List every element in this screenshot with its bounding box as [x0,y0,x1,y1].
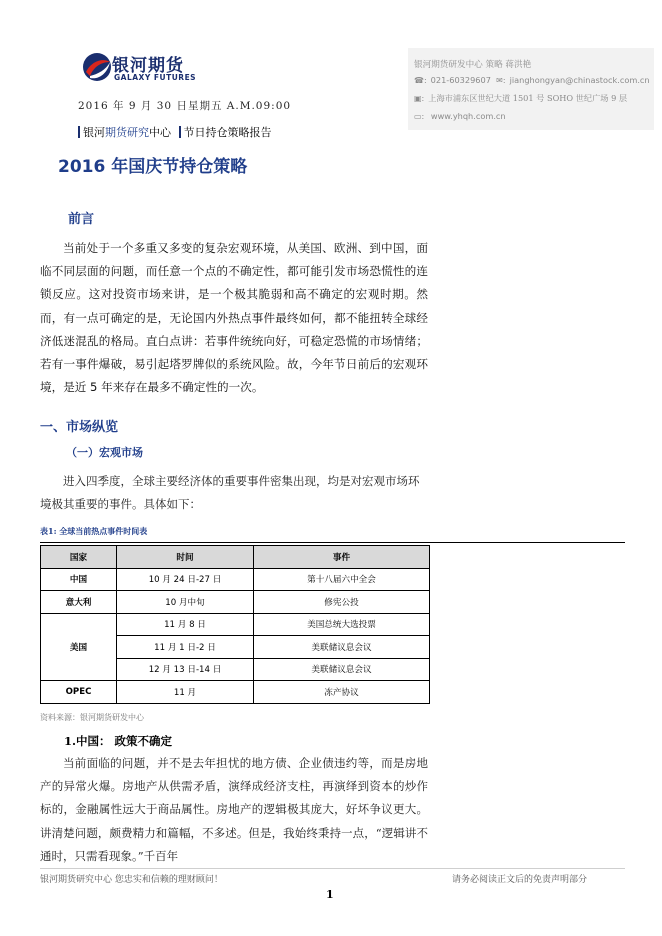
cell-event: 第十八届六中全会 [254,568,430,591]
contact-phone-email [414,75,650,85]
breadcrumb-bar [179,126,181,138]
breadcrumb-report-type: 节日持仓策略报告 [183,126,272,139]
cell-time: 12 月 13 日-14 日 [117,658,254,681]
cell-event: 美联储议息会议 [254,658,430,681]
cell-time: 10 月 24 日-27 日 [117,568,254,591]
brand-name-en: GALAXY FUTURES [114,73,197,82]
column-header-country: 国家 [41,546,117,569]
monitor-icon: ▭: [414,112,425,121]
cell-time: 10 月中旬 [117,591,254,614]
cell-event: 修宪公投 [254,591,430,614]
brand-name-cn: 银河期货 [112,56,184,76]
contact-address [414,93,627,104]
table-source-note: 资料来源：银河期货研发中心 [40,713,144,722]
cell-country: 意大利 [41,591,117,614]
table-header-row [41,546,430,569]
column-header-time: 时间 [117,546,254,569]
footer-disclaimer-note: 请务必阅读正文后的免责声明部分 [452,875,588,885]
china-paragraph: 当前面临的问题，并不是去年担忧的地方债、企业债违约等，而是房地产的异常火爆。房地产从供需矛盾，演绎成经济支柱，再演绎到资本的炒作标的，金融属性远大于商品属性。房地产的逻辑极其庞大，好坏争议更大。讲清楚问题，颇费精力和篇幅，不多述。但是，我始终秉持一点，“逻辑讲不通时，只需看现象。”千百年 [40,756,428,863]
cell-country: 中国 [41,568,117,591]
mail-icon: ✉: [496,76,506,85]
galaxy-futures-logo [80,50,380,86]
subsection-heading-macro: （一）宏观市场 [66,446,143,459]
cell-time: 11 月 1 日-2 日 [117,636,254,659]
report-breadcrumb [78,124,272,140]
breadcrumb-bar [78,126,80,138]
cell-event: 美联储议息会议 [254,636,430,659]
table-row [41,681,430,704]
building-icon: ▣: [414,94,425,103]
footer-rule [40,868,625,869]
cell-time: 11 月 [117,681,254,704]
email-address[interactable]: jianghongyan@chinastock.com.cn [509,75,650,85]
column-header-event: 事件 [254,546,430,569]
table-row [41,568,430,591]
breadcrumb-dept-pre: 银河 [83,126,105,139]
events-table [40,545,430,704]
cell-country: OPEC [41,681,117,704]
author-line: 银河期货研发中心 策略 蒋洪艳 [414,60,532,70]
phone-number: 021-60329607 [430,75,491,85]
galaxy-logo-icon [80,50,114,84]
table-row [41,591,430,614]
website-link[interactable]: www.yhqh.com.cn [430,111,506,121]
contact-info-box [408,48,654,130]
phone-icon: ☎: [414,76,427,85]
foreword-heading: 前言 [68,212,95,227]
page-title: 2016 年国庆节持仓策略 [58,157,248,177]
section-heading-china: 1.中国： 政策不确定 [64,734,173,748]
address-text: 上海市浦东区世纪大道 1501 号 SOHO 世纪广场 9 层 [428,93,628,103]
section-heading-market-overview: 一、市场纵览 [40,420,119,435]
cell-time: 11 月 8 日 [117,613,254,636]
foreword-paragraph: 当前处于一个多重又多变的复杂宏观环境，从美国、欧洲、到中国，面临不同层面的问题，而任意一个点的不确定性，都可能引发市场恐慌性的连锁反应。这对投资市场来讲，是一个极其脆弱和高不确定的宏观时期。然而，有一点可确定的是，无论国内外热点事件最终如何，都不能扭转全球经济低迷混乱的格局。直白点讲：若事件统统向好，可稳定恐慌的市场情绪；若有一事件爆破，易引起塔罗牌似的系统风险。故，今年节日前后的宏观环境，是近 5 年来存在最多不确定性的一次。 [40,241,428,395]
report-date: 2016 年 9 月 30 日星期五 A.M.09:00 [78,100,292,112]
cell-event: 美国总统大选投票 [254,613,430,636]
breadcrumb-dept-post: 中心 [149,126,171,139]
table-top-rule [40,542,625,543]
footer-slogan: 银河期货研究中心 您忠实和信赖的理财顾问！ [40,875,223,885]
cell-event: 冻产协议 [254,681,430,704]
cell-country: 美国 [41,613,117,681]
breadcrumb-dept-highlight: 期货研究 [105,126,149,139]
macro-intro-paragraph: 进入四季度，全球主要经济体的重要事件密集出现，均是对宏观市场环境极其重要的事件。具体如下： [40,474,420,511]
table-row [41,613,430,636]
table-caption: 表1: 全球当前热点事件时间表 [40,526,148,536]
page-number: 1 [326,888,334,901]
contact-website [414,111,506,121]
